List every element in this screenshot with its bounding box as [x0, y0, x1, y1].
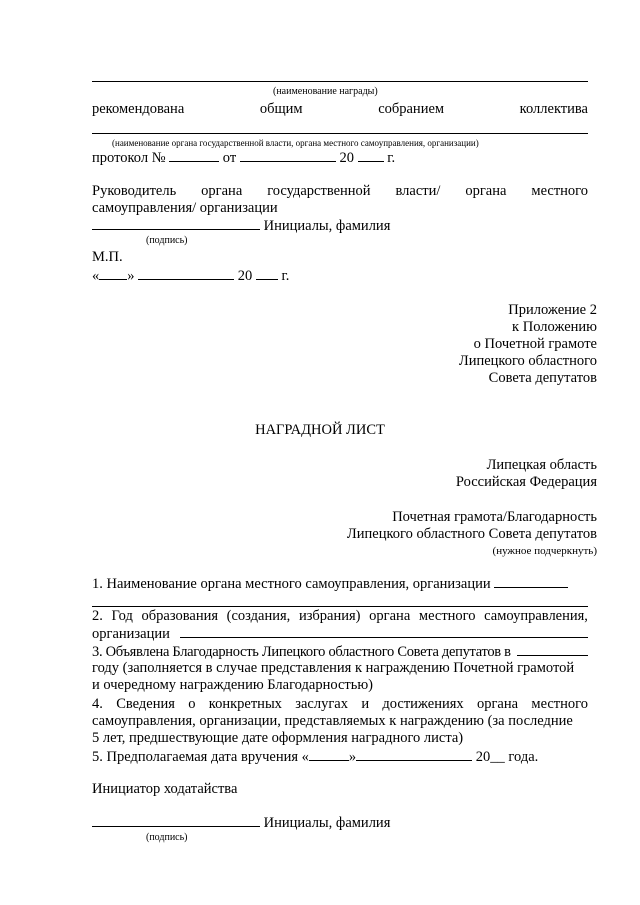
appendix-line-2: к Положению [512, 319, 597, 335]
item-2-line-2: организации [92, 625, 588, 643]
item-2-blank [180, 625, 588, 638]
document-title: НАГРАДНОЙ ЛИСТ [255, 422, 385, 438]
org-name-line [92, 133, 588, 134]
protocol-year-blank [358, 149, 384, 162]
region-line-1: Липецкая область [486, 457, 597, 473]
item-1-continuation-line [92, 606, 588, 607]
head-title-line2: самоуправления/ организации [92, 200, 278, 216]
appendix-line-1: Приложение 2 [508, 302, 597, 318]
head-signature-line: Инициалы, фамилия [92, 217, 588, 235]
head-signature-blank [92, 217, 260, 230]
award-type-line-2: Липецкого областного Совета депутатов [346, 526, 597, 542]
award-name-caption: (наименование награды) [273, 86, 378, 97]
region-line-2: Российская Федерация [455, 474, 597, 490]
item-3-line-3: и очередному награждению Благодарностью) [92, 677, 373, 693]
protocol-line: протокол № от 20 г. [92, 150, 396, 166]
org-caption: (наименование органа государственной власти, органа местного самоуправления, организации) [112, 138, 479, 148]
item-4-line-3: 5 лет, предшествующие дате оформления наградного листа) [92, 730, 464, 746]
protocol-number-blank [169, 149, 219, 162]
head-title-line1: Руководитель органа государственной власти/ органа местного [92, 183, 588, 199]
award-type-note: (нужное подчеркнуть) [492, 545, 597, 557]
item-4-line-1: 4. Сведения о конкретных заслугах и достижениях органа местного [92, 696, 588, 712]
initiator-signature-caption: (подпись) [146, 832, 188, 843]
appendix-line-5: Совета депутатов [488, 370, 597, 386]
initiator-label: Инициатор ходатайства [92, 781, 238, 797]
item-1-blank [494, 575, 568, 588]
item-5: 5. Предполагаемая дата вручения « » 20__ года. [92, 749, 539, 765]
award-name-line [92, 81, 588, 82]
head-month-blank [138, 267, 234, 280]
stamp-label: М.П. [92, 249, 123, 265]
appendix-line-4: Липецкого областного [458, 353, 597, 369]
head-date-line: « » 20 г. [92, 268, 290, 284]
item-5-month-blank [356, 748, 472, 761]
initiator-signature-line: Инициалы, фамилия [92, 814, 588, 832]
item-2-line-1: 2. Год образования (создания, избрания) органа местного самоуправления, [92, 608, 588, 624]
item-3-blank [517, 643, 588, 656]
head-day-blank [99, 267, 127, 280]
appendix-line-3: о Почетной грамоте [473, 336, 597, 352]
item-3-line-1: 3. Объявлена Благодарность Липецкого областного Совета депутатов в [92, 643, 588, 661]
item-5-day-blank [309, 748, 349, 761]
award-type-line-1: Почетная грамота/Благодарность [392, 509, 597, 525]
recommended-line: рекомендована общим собранием коллектива [92, 101, 588, 117]
protocol-date-blank [240, 149, 336, 162]
head-signature-caption: (подпись) [146, 235, 188, 246]
item-1: 1. Наименование органа местного самоуправления, организации [92, 575, 588, 593]
initiator-signature-blank [92, 814, 260, 827]
item-4-line-2: самоуправления, организации, представляемых к награждению (за последние [92, 713, 573, 729]
head-year-blank [256, 267, 278, 280]
item-3-line-2: году (заполняется в случае представления к награждению Почетной грамотой [92, 660, 575, 676]
